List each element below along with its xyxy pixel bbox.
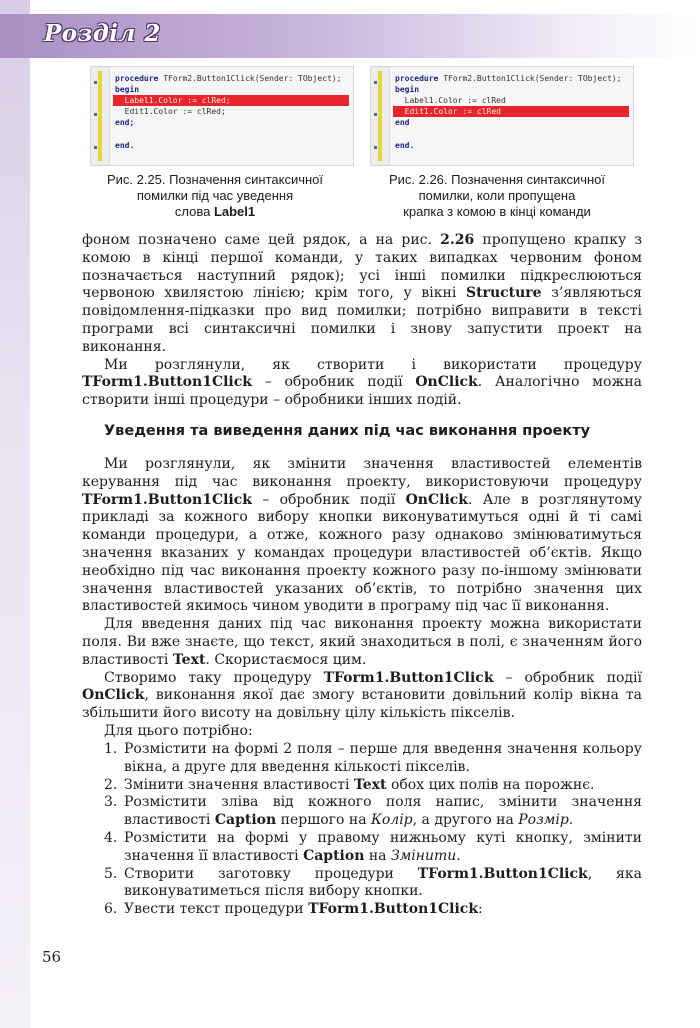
paragraph: Для цього потрібно: bbox=[104, 722, 253, 739]
code-line-error-highlight: Label1.Color := clRed; bbox=[113, 95, 349, 106]
paragraph: Для введення даних під час виконання проекту можна використати поля. Ви вже знаєте, що текст, який знаходиться в полі, є значенням його властивості Text. Скористаємося цим. bbox=[82, 616, 642, 668]
paragraph: фоном позначено саме цей рядок, а на рис. 2.26 пропущено крапку з комою в кінці першої команди, у таких випадках червоним фоном позначається наступний рядок); усі інші помилки підкреслюються червоною хвилястою лінією; крім того, у вікні Structure з’являються повідомлення-підказки про вид помилки; потрібно виправити в тексті програми всі синтаксичні помилки і знову запустити проект на виконання. bbox=[82, 232, 642, 355]
code-line: begin bbox=[395, 85, 420, 94]
code-screenshot-fig-2-25 bbox=[90, 66, 354, 166]
breakpoint-dot bbox=[94, 113, 97, 116]
section-heading: Уведення та виведення даних під час виконання проекту bbox=[104, 423, 591, 439]
breakpoint-dot bbox=[374, 81, 377, 84]
chapter-title: Розділ 2 bbox=[44, 20, 161, 47]
breakpoint-dot bbox=[374, 113, 377, 116]
list-item: 4. Розмістити на формі у правому нижньому куті кнопку, змінити значення її властивості Caption на Змінити. bbox=[104, 829, 642, 864]
code-line: begin bbox=[115, 85, 140, 94]
list-item: 5. Створити заготовку процедури TForm1.Button1Click, яка виконуватиметься після вибору кнопки. bbox=[104, 865, 642, 900]
body-text-block-1 bbox=[82, 232, 642, 410]
paragraph: Ми розглянули, як створити і використати процедуру TForm1.Button1Click – обробник події OnClick. Аналогічно можна створити інші процедури – обробники інших подій. bbox=[82, 356, 642, 409]
code-line: end bbox=[395, 118, 410, 127]
steps-list bbox=[82, 741, 642, 919]
list-item: 1. Розмістити на формі 2 поля – перше для введення значення кольору вікна, а друге для введення кількості пікселів. bbox=[104, 741, 642, 775]
figure-caption-2-26: Рис. 2.26. Позначення синтаксичної помилки, коли пропущена крапка з комою в кінці команди bbox=[388, 172, 606, 219]
breakpoint-dot bbox=[374, 146, 377, 149]
breakpoint-dot bbox=[94, 81, 97, 84]
code-line: procedure TForm2.Button1Click(Sender: TObject); bbox=[395, 74, 622, 83]
figure-caption-2-25: Рис. 2.25. Позначення синтаксичної помилки під час уведення слова Label1 bbox=[106, 172, 324, 219]
code-line: Label1.Color := clRed bbox=[395, 96, 506, 105]
gutter-change-marker bbox=[98, 71, 102, 161]
body-text-block-2 bbox=[82, 456, 642, 741]
breakpoint-dot bbox=[94, 146, 97, 149]
page-side-strip bbox=[0, 0, 30, 1028]
code-line: Edit1.Color := clRed; bbox=[115, 107, 226, 116]
code-line: end. bbox=[115, 141, 135, 150]
code-line: end; bbox=[115, 118, 135, 127]
page-number: 56 bbox=[42, 948, 62, 966]
list-item: 3. Розмістити зліва від кожного поля напис, змінити значення властивості Caption першого на Колір, а другого на Розмір. bbox=[104, 794, 642, 829]
list-item: 6. Увести текст процедури TForm1.Button1Click: bbox=[104, 901, 483, 918]
paragraph: Створимо таку процедуру TForm1.Button1Click – обробник події OnClick, виконання якої дає змогу встановити довільний колір вікна та збільшити його висоту на довільну цілу кількість пікселів. bbox=[82, 669, 643, 722]
code-line-error-highlight: Edit1.Color := clRed bbox=[393, 106, 629, 117]
list-item: 2. Змінити значення властивості Text обох цих полів на порожнє. bbox=[104, 776, 595, 793]
gutter-change-marker bbox=[378, 71, 382, 161]
code-screenshot-fig-2-26 bbox=[370, 66, 634, 166]
code-line: end. bbox=[395, 141, 415, 150]
paragraph: Ми розглянули, як змінити значення властивостей елементів керування під час виконання проекту, використовуючи процедуру TForm1.Button1Click – обробник події OnClick. Але в розглянутому прикладі за кожного вибору кнопки виконуватимуться одні й ті самі команди процедури, а отже, кожного разу однаково змінюватимуться значення вказаних у командах процедури властивостей об’єктів. Якщо необхідно під час виконання проекту кожного разу по-іншому змінювати значення властивостей указаних об’єктів, то потрібно значення цих властивостей якимось чином уводити в програму під час її виконання. bbox=[82, 456, 642, 615]
code-line: procedure TForm2.Button1Click(Sender: TObject); bbox=[115, 74, 342, 83]
